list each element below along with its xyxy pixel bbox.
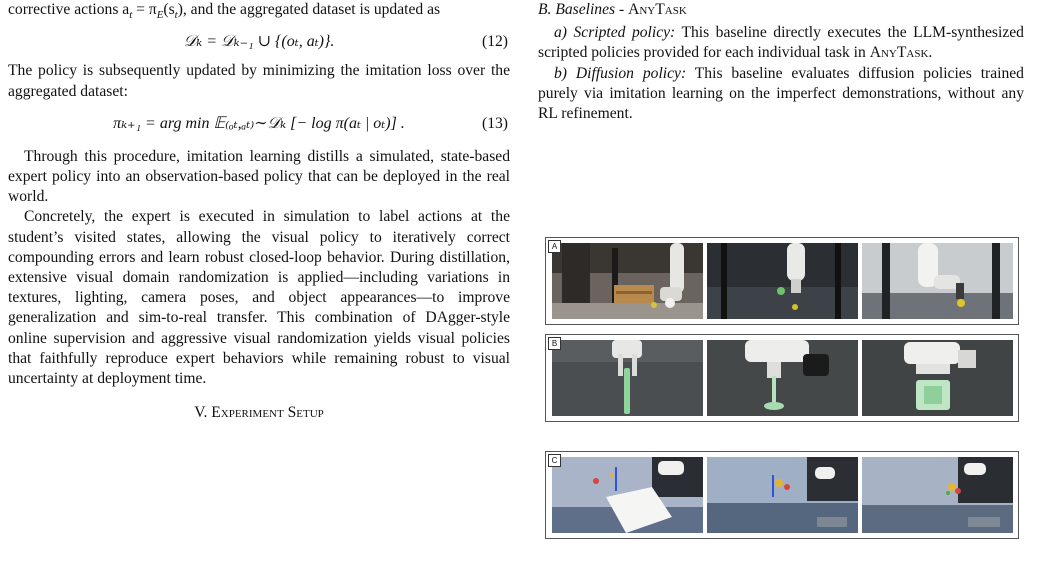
sim-random-3	[862, 457, 1013, 533]
panel-label: C	[548, 454, 561, 467]
real-photo-3	[862, 243, 1013, 319]
equation-12: 𝒟ₖ = 𝒟ₖ₋₁ ∪ {(oₜ, aₜ)}. (12)	[183, 33, 508, 51]
right-column	[538, 0, 1024, 124]
sim-random-2	[707, 457, 858, 533]
subsection-heading: B. Baselines - AnyTask	[538, 1, 687, 18]
paragraph-diffusion-policy: b) Diffusion policy: This baseline evaluates diffusion policies trained purely via imitation learning on the imperfect demonstrations, without any RL refinement.	[538, 64, 1024, 123]
sim-render-1	[552, 340, 703, 416]
left-column	[8, 0, 510, 423]
paragraph-continuation: corrective actions $a_t = \pi_E(s_t)$, and the aggregated dataset is updated as	[8, 1, 441, 22]
figure-panel-c	[545, 451, 1019, 539]
panel-label: B	[548, 337, 561, 350]
paragraph-scripted-policy: a) Scripted policy: This baseline directly executes the LLM-synthesized scripted policies provided for each individual task in AnyTask.	[538, 24, 1024, 62]
section-heading: V. Experiment Setup	[194, 404, 324, 422]
panel-label: A	[548, 240, 561, 253]
paragraph-policy-update: The policy is subsequently updated by minimizing the imitation loss over the aggregated dataset:	[8, 62, 510, 100]
paragraph-distill: Through this procedure, imitation learning distills a simulated, state-based expert policy into an observation-based policy that can be deployed in the real world.	[8, 147, 510, 206]
figure-panel-b	[545, 334, 1019, 422]
figure-panel-a	[545, 237, 1019, 325]
equation-13: πₖ₊₁ = arg min 𝔼₍ₒₜ,ₐₜ₎∼𝒟ₖ [− log π(aₜ | oₜ)] . (13)	[113, 114, 508, 132]
sim-render-3	[862, 340, 1013, 416]
real-photo-2	[707, 243, 858, 319]
sim-render-2	[707, 340, 858, 416]
real-photo-1	[552, 243, 703, 319]
paragraph-concretely: Concretely, the expert is executed in simulation to label actions at the student’s visited states, allowing the visual policy to iteratively correct compounding errors and learn robust closed-loop behavior. During distillation, extensive visual domain randomization is applied—including variations in textures, lighting, camera poses, and object appearances—to improve generalization and sim-to-real transfer. This combination of DAgger-style online supervision and aggressive visual randomization yields visual policies that faithfully reproduce expert behaviors while remaining robust to visual uncertainty at deployment time.	[8, 208, 510, 387]
sim-random-1	[552, 457, 703, 533]
